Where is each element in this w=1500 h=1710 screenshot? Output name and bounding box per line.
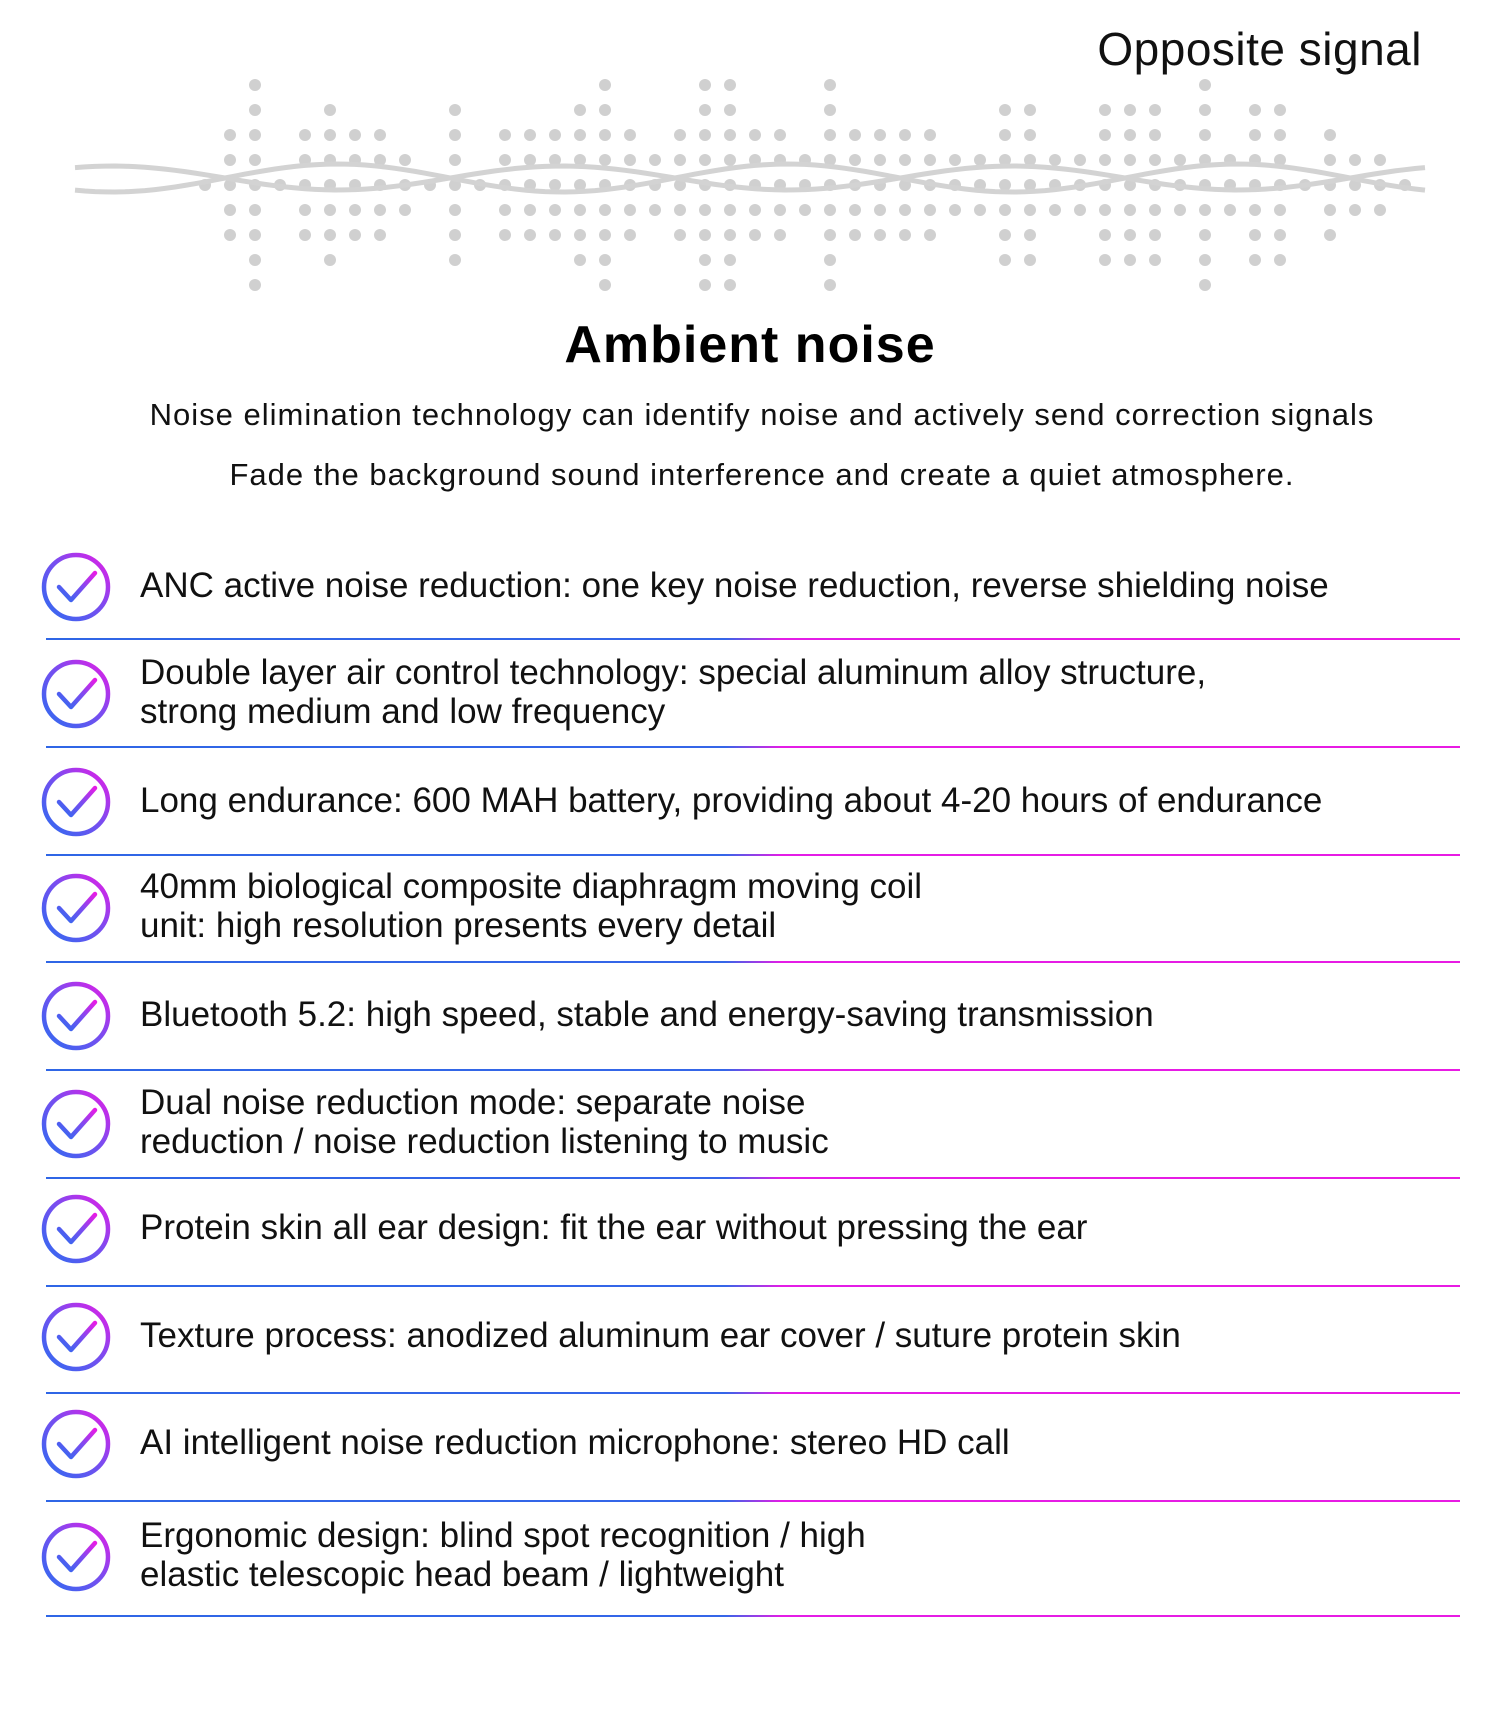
waveform-dot — [549, 229, 561, 241]
waveform-dot — [1024, 254, 1036, 266]
waveform-dot — [924, 204, 936, 216]
waveform-dot — [1049, 204, 1061, 216]
waveform-dot — [824, 79, 836, 91]
waveform-dot — [1324, 129, 1336, 141]
waveform-dot — [1274, 254, 1286, 266]
feature-text-line-1: Texture process: anodized aluminum ear cover / suture protein skin — [140, 1315, 1181, 1355]
check-circle-icon — [40, 551, 112, 623]
waveform-dot — [874, 229, 886, 241]
waveform-dot — [749, 229, 761, 241]
check-circle-icon — [40, 658, 112, 730]
waveform-dot — [499, 204, 511, 216]
waveform-dot — [1224, 204, 1236, 216]
waveform-dot — [399, 204, 411, 216]
waveform-dot — [1024, 129, 1036, 141]
waveform-dot — [699, 229, 711, 241]
waveform-dot — [249, 254, 261, 266]
waveform-dot — [1024, 104, 1036, 116]
waveform-dot — [224, 154, 236, 166]
waveform-dot — [1024, 204, 1036, 216]
waveform-dot — [674, 129, 686, 141]
waveform-dot — [299, 204, 311, 216]
waveform-dot — [1249, 229, 1261, 241]
waveform-dot — [1099, 129, 1111, 141]
waveform-dot — [1374, 204, 1386, 216]
waveform-dot — [524, 129, 536, 141]
check-circle-icon — [40, 1408, 112, 1480]
feature-text-line-1: AI intelligent noise reduction microphone: stereo HD call — [140, 1422, 1010, 1462]
waveform-dot — [1324, 154, 1336, 166]
waveform-dot — [649, 154, 661, 166]
waveform-dot — [999, 254, 1011, 266]
waveform-dot — [624, 154, 636, 166]
row-divider — [46, 961, 1460, 963]
waveform-dot — [899, 154, 911, 166]
waveform-dot — [1099, 204, 1111, 216]
waveform-dot — [974, 204, 986, 216]
waveform-dot — [999, 229, 1011, 241]
waveform-dot — [1099, 104, 1111, 116]
check-circle-icon — [40, 1301, 112, 1373]
waveform-dot — [324, 104, 336, 116]
waveform-dot — [1124, 229, 1136, 241]
waveform-dot — [1199, 79, 1211, 91]
waveform-dot — [299, 229, 311, 241]
waveform-dot — [324, 129, 336, 141]
waveform-dot — [699, 154, 711, 166]
waveform-dot — [774, 204, 786, 216]
waveform-dot — [549, 129, 561, 141]
waveform-dot — [724, 254, 736, 266]
waveform-dot — [999, 129, 1011, 141]
feature-text-line-2: elastic telescopic head beam / lightweight — [140, 1555, 784, 1594]
waveform-dot — [849, 229, 861, 241]
waveform-dot — [774, 229, 786, 241]
row-divider — [46, 1069, 1460, 1071]
feature-text-line-1: 40mm biological composite diaphragm moving coil — [140, 867, 923, 906]
waveform-dot — [1074, 154, 1086, 166]
waveform-dot — [1249, 129, 1261, 141]
feature-text — [140, 1516, 866, 1594]
waveform-dot — [299, 129, 311, 141]
waveform-dot — [524, 154, 536, 166]
waveform-dot — [624, 204, 636, 216]
waveform-dot — [1174, 204, 1186, 216]
waveform-dot — [1124, 154, 1136, 166]
waveform-dot — [449, 254, 461, 266]
waveform-dot — [524, 229, 536, 241]
waveform-dot — [1124, 254, 1136, 266]
feature-text-line-1: Dual noise reduction mode: separate noise — [140, 1083, 806, 1122]
waveform-dot — [224, 129, 236, 141]
check-circle-icon — [40, 872, 112, 944]
waveform-dot — [674, 229, 686, 241]
waveform-dot — [699, 104, 711, 116]
feature-text-line-1: Double layer air control technology: special aluminum alloy structure, — [140, 653, 1207, 692]
waveform-dot — [624, 129, 636, 141]
waveform-dot — [824, 204, 836, 216]
waveform-dot — [1199, 129, 1211, 141]
waveform-dot — [549, 179, 561, 191]
row-divider — [46, 1285, 1460, 1287]
waveform-dot — [324, 229, 336, 241]
feature-text — [140, 1423, 1010, 1462]
waveform-dot — [1174, 154, 1186, 166]
waveform-dot — [799, 204, 811, 216]
waveform-dot — [249, 229, 261, 241]
feature-text-line-1: ANC active noise reduction: one key noise reduction, reverse shielding noise — [140, 565, 1329, 605]
waveform-dot — [824, 129, 836, 141]
check-circle-icon — [40, 766, 112, 838]
waveform-dot — [674, 154, 686, 166]
waveform-dot — [849, 154, 861, 166]
waveform-dot — [1124, 104, 1136, 116]
waveform-dot — [449, 129, 461, 141]
waveform-dot — [674, 204, 686, 216]
waveform-dot — [724, 204, 736, 216]
waveform-dot — [499, 154, 511, 166]
waveform-dot — [599, 154, 611, 166]
waveform-dot — [699, 79, 711, 91]
feature-text-line-2: reduction / noise reduction listening to music — [140, 1122, 829, 1161]
waveform-dot — [1274, 129, 1286, 141]
waveform-dot — [1124, 204, 1136, 216]
row-divider — [46, 1392, 1460, 1394]
waveform-dot — [1024, 229, 1036, 241]
waveform-dot — [574, 229, 586, 241]
waveform-dot — [399, 154, 411, 166]
waveform-dot — [724, 79, 736, 91]
feature-text-line-2: unit: high resolution presents every detail — [140, 906, 777, 945]
waveform-dot — [224, 204, 236, 216]
waveform-dot — [349, 204, 361, 216]
waveform-dot — [249, 79, 261, 91]
waveform-dot — [499, 229, 511, 241]
waveform-dot — [1199, 104, 1211, 116]
waveform-dot — [1274, 104, 1286, 116]
section-description-line-2: Fade the background sound interference and create a quiet atmosphere. — [229, 457, 1295, 492]
waveform-dot — [999, 179, 1011, 191]
waveform-dot — [1324, 229, 1336, 241]
row-divider — [46, 854, 1460, 856]
waveform-dot — [849, 129, 861, 141]
section-title: Ambient noise — [564, 316, 936, 374]
waveform-dot — [1049, 154, 1061, 166]
waveform-dot — [899, 129, 911, 141]
waveform-dot — [1074, 204, 1086, 216]
waveform-dot — [249, 204, 261, 216]
waveform-dot — [724, 154, 736, 166]
waveform-dot — [624, 229, 636, 241]
waveform-dot — [1374, 154, 1386, 166]
waveform-dot — [1149, 154, 1161, 166]
waveform-dot — [699, 254, 711, 266]
dot-matrix — [199, 79, 1411, 291]
waveform-dot — [724, 104, 736, 116]
waveform-dot — [999, 104, 1011, 116]
row-divider — [46, 1615, 1460, 1617]
waveform-dot — [824, 279, 836, 291]
waveform-dot — [324, 204, 336, 216]
waveform-dot — [1249, 254, 1261, 266]
waveform-dot — [449, 154, 461, 166]
noise-waveform-graphic — [0, 0, 1500, 300]
waveform-dot — [599, 204, 611, 216]
waveform-dot — [1249, 204, 1261, 216]
waveform-dot — [849, 204, 861, 216]
waveform-dot — [1349, 154, 1361, 166]
waveform-dot — [599, 279, 611, 291]
waveform-dot — [574, 204, 586, 216]
waveform-dot — [349, 229, 361, 241]
waveform-dot — [924, 154, 936, 166]
waveform-dot — [874, 154, 886, 166]
check-circle-icon — [40, 980, 112, 1052]
waveform-dot — [1199, 279, 1211, 291]
waveform-dot — [1124, 129, 1136, 141]
feature-text-line-1: Bluetooth 5.2: high speed, stable and energy-saving transmission — [140, 994, 1154, 1034]
waveform-dot — [1199, 229, 1211, 241]
waveform-dot — [1274, 204, 1286, 216]
waveform-dot — [774, 129, 786, 141]
waveform-dot — [949, 204, 961, 216]
feature-text-line-2: strong medium and low frequency — [140, 692, 666, 731]
waveform-dot — [249, 129, 261, 141]
waveform-dot — [1274, 229, 1286, 241]
feature-text — [140, 995, 1154, 1034]
feature-text — [140, 1083, 829, 1161]
waveform-dot — [374, 129, 386, 141]
waveform-dot — [699, 279, 711, 291]
check-circle-icon — [40, 1088, 112, 1160]
check-circle-icon — [40, 1193, 112, 1265]
waveform-dot — [724, 279, 736, 291]
row-divider — [46, 1500, 1460, 1502]
waveform-dot — [374, 204, 386, 216]
check-circle-icon — [40, 1521, 112, 1593]
waveform-dot — [649, 204, 661, 216]
waveform-dot — [574, 129, 586, 141]
waveform-dot — [874, 129, 886, 141]
waveform-dot — [824, 229, 836, 241]
waveform-dot — [499, 129, 511, 141]
waveform-dot — [749, 204, 761, 216]
waveform-dot — [349, 129, 361, 141]
waveform-dot — [599, 129, 611, 141]
waveform-dot — [449, 204, 461, 216]
waveform-dot — [249, 154, 261, 166]
waveform-dot — [699, 204, 711, 216]
waveform-dot — [324, 254, 336, 266]
feature-text — [140, 867, 922, 945]
feature-text — [140, 566, 1329, 605]
section-description-line-1: Noise elimination technology can identify noise and actively send correction signals — [149, 397, 1375, 432]
waveform-dot — [374, 229, 386, 241]
feature-text-line-1: Long endurance: 600 MAH battery, providing about 4-20 hours of endurance — [140, 780, 1323, 820]
waveform-dot — [749, 129, 761, 141]
waveform-dot — [574, 254, 586, 266]
waveform-dot — [724, 129, 736, 141]
waveform-dot — [1149, 129, 1161, 141]
feature-text-line-1: Ergonomic design: blind spot recognition / high — [140, 1516, 866, 1555]
waveform-dot — [824, 104, 836, 116]
waveform-dot — [924, 129, 936, 141]
waveform-dot — [249, 104, 261, 116]
opposite-signal-label: Opposite signal — [1097, 23, 1422, 75]
waveform-dot — [1099, 154, 1111, 166]
feature-text — [140, 653, 1206, 731]
feature-text — [140, 781, 1322, 820]
waveform-dot — [1199, 204, 1211, 216]
waveform-dot — [449, 104, 461, 116]
waveform-dot — [249, 279, 261, 291]
waveform-dot — [1149, 229, 1161, 241]
waveform-dot — [899, 204, 911, 216]
waveform-dot — [599, 229, 611, 241]
waveform-dot — [449, 229, 461, 241]
row-divider — [46, 638, 1460, 640]
waveform-dot — [1249, 104, 1261, 116]
waveform-dot — [549, 204, 561, 216]
waveform-dot — [1149, 104, 1161, 116]
waveform-dot — [599, 104, 611, 116]
feature-text-line-1: Protein skin all ear design: fit the ear without pressing the ear — [140, 1207, 1088, 1247]
waveform-dot — [1324, 204, 1336, 216]
waveform-dot — [999, 204, 1011, 216]
waveform-dot — [824, 254, 836, 266]
waveform-dot — [1149, 204, 1161, 216]
waveform-dot — [1199, 254, 1211, 266]
waveform-dot — [1099, 254, 1111, 266]
waveform-dot — [899, 229, 911, 241]
row-divider — [46, 746, 1460, 748]
waveform-dot — [224, 229, 236, 241]
waveform-dot — [524, 204, 536, 216]
waveform-dot — [599, 254, 611, 266]
feature-text — [140, 1316, 1181, 1355]
waveform-dot — [574, 104, 586, 116]
waveform-dot — [699, 129, 711, 141]
waveform-dot — [924, 229, 936, 241]
row-divider — [46, 1177, 1460, 1179]
waveform-dot — [874, 204, 886, 216]
waveform-dot — [1099, 229, 1111, 241]
waveform-dot — [949, 154, 961, 166]
feature-text — [140, 1208, 1087, 1247]
waveform-dot — [974, 154, 986, 166]
waveform-dot — [1349, 204, 1361, 216]
waveform-dot — [1149, 254, 1161, 266]
waveform-dot — [724, 229, 736, 241]
waveform-dot — [599, 79, 611, 91]
